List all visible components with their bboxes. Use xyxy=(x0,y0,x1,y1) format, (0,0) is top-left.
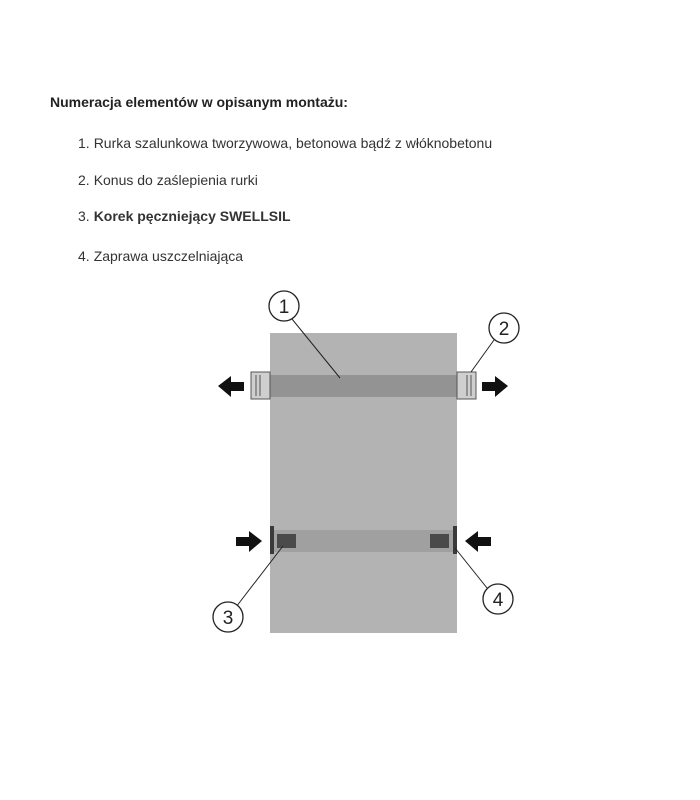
cone-left xyxy=(251,372,270,399)
list-item-number: 2. xyxy=(78,172,90,188)
callout-label: 3 xyxy=(222,608,234,629)
formwork-tube-lower xyxy=(270,530,457,552)
leader-line-4 xyxy=(455,548,487,588)
callout-1 xyxy=(269,291,299,321)
arrow-inward-right-icon xyxy=(465,531,491,552)
list-item-text: Zaprawa uszczelniająca xyxy=(93,248,244,264)
list-item-text: Konus do zaślepienia rurki xyxy=(93,172,258,188)
arrow-right-icon xyxy=(482,376,508,397)
list-item-text: Rurka szalunkowa tworzywowa, betonowa bądź z włóknobetonu xyxy=(93,135,493,151)
callout-label: 2 xyxy=(498,319,510,340)
cone-right xyxy=(457,372,476,399)
callout-2 xyxy=(489,313,519,343)
swellsil-plug-right xyxy=(430,534,449,548)
arrow-left-icon xyxy=(218,376,244,397)
formwork-tube-upper xyxy=(270,375,457,397)
arrow-inward-left-icon xyxy=(236,531,262,552)
swellsil-plug-left xyxy=(277,534,296,548)
section-heading: Numeracja elementów w opisanym montażu: xyxy=(50,94,348,110)
callout-label: 4 xyxy=(492,590,504,611)
callout-3 xyxy=(213,602,243,632)
list-item-number: 4. xyxy=(78,248,90,264)
leader-line-2 xyxy=(471,340,494,372)
list-item-number: 1. xyxy=(78,135,90,151)
sealing-mortar-left xyxy=(270,526,274,554)
list-item-text: Korek pęczniejący SWELLSIL xyxy=(93,208,291,224)
callout-4 xyxy=(483,584,513,614)
list-item-number: 3. xyxy=(78,208,90,224)
callout-label: 1 xyxy=(278,297,290,318)
